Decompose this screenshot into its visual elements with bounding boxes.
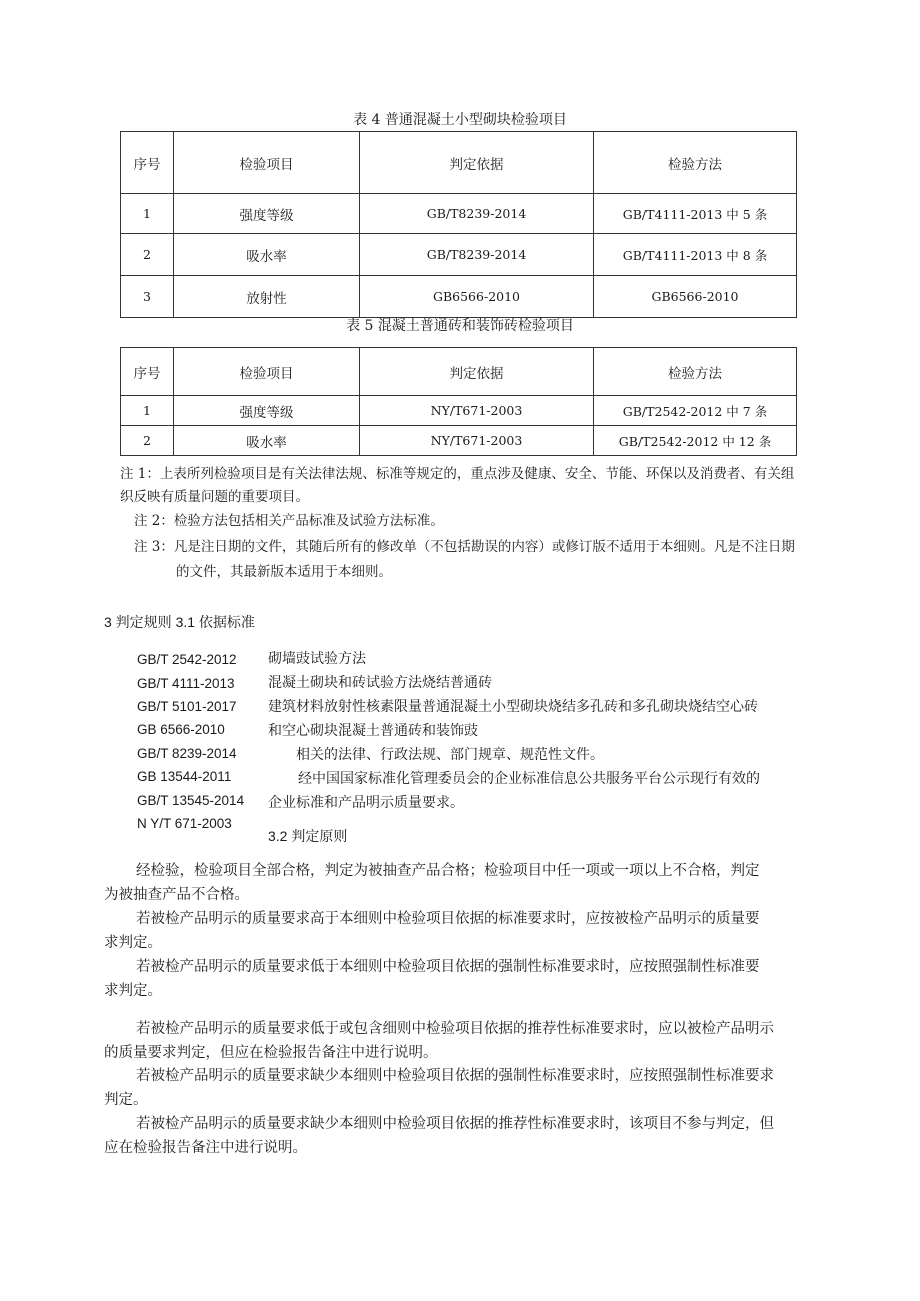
table-row — [121, 426, 797, 456]
table4-caption: 表 4 普通混凝土小型砌块检验项目 — [353, 112, 567, 128]
table-cell: 强度等级 — [174, 194, 360, 234]
standard-title: 砌墙豉试验方法 — [268, 651, 366, 667]
table-cell: GB/T8239-2014 — [360, 234, 594, 276]
standard-code: GB 6566-2010 — [137, 722, 225, 737]
section-heading: 3 判定规则 3.1 依据标准 — [104, 614, 255, 630]
table4 — [120, 131, 797, 318]
standard-code: GB/T 5101-2017 — [137, 699, 237, 714]
paragraph-line: 求判定。 — [104, 935, 162, 951]
standard-code: GB/T 4111-2013 — [137, 676, 235, 691]
note-3-line2: 的文件，其最新版本适用于本细则。 — [176, 564, 392, 580]
table-cell: 放射性 — [174, 276, 360, 318]
paragraph-line: 若被检产品明示的质量要求低于或包含细则中检验项目依据的推荐性标准要求时，应以被检产品明示 — [136, 1021, 774, 1037]
table-cell: 1 — [121, 396, 174, 426]
paragraph-line: 求判定。 — [104, 983, 162, 999]
table-cell: GB/T8239-2014 — [360, 194, 594, 234]
table-cell: 吸水率 — [174, 234, 360, 276]
header-cell: 判定依据 — [360, 348, 594, 396]
table-row — [121, 194, 797, 234]
table-row — [121, 396, 797, 426]
table-cell: 3 — [121, 276, 174, 318]
table-cell: 2 — [121, 426, 174, 456]
table-cell: GB6566-2010 — [360, 276, 594, 318]
table-row — [121, 234, 797, 276]
header-cell: 检验项目 — [174, 348, 360, 396]
header-cell: 判定依据 — [360, 132, 594, 194]
standard-title: 和空心砌块混凝土普通砖和装饰豉 — [268, 723, 478, 739]
note-3-line1: 注 3：凡是注日期的文件，其随后所有的修改单（不包括勘误的内容）或修订版不适用于本细则。凡是不注日期 — [134, 539, 795, 555]
note-1-line1: 注 1：上表所列检验项目是有关法律法规、标准等规定的，重点涉及健康、安全、节能、环保以及消费者、有关组 — [120, 466, 795, 482]
paragraph-line: 若被检产品明示的质量要求缺少本细则中检验项目依据的强制性标准要求时，应按照强制性标准要求 — [136, 1068, 774, 1084]
standard-title: 经中国国家标准化管理委员会的企业标准信息公共服务平台公示现行有效的 — [298, 771, 760, 787]
table5-caption: 表 5 混凝土普通砖和装饰砖检验项目 — [346, 318, 574, 334]
table-header-row — [121, 348, 797, 396]
paragraph-line: 若被检产品明示的质量要求高于本细则中检验项目依据的标准要求时，应按被检产品明示的质量要 — [136, 911, 760, 927]
note-1-line2: 织反映有质量问题的重要项目。 — [120, 489, 309, 505]
standard-code: GB/T 8239-2014 — [137, 746, 237, 761]
standard-code: GB 13544-2011 — [137, 769, 232, 784]
sub-heading: 3.2 判定原则 — [268, 828, 348, 844]
paragraph-line: 判定。 — [104, 1092, 148, 1108]
table-cell: 吸水率 — [174, 426, 360, 456]
table5 — [120, 347, 797, 456]
standard-code: GB/T 13545-2014 — [137, 793, 245, 808]
table-cell: NY/T671-2003 — [360, 426, 594, 456]
table-cell: NY/T671-2003 — [360, 396, 594, 426]
note-2: 注 2：检验方法包括相关产品标准及试验方法标准。 — [134, 513, 444, 529]
table-cell: GB/T2542-2012 中 12 条 — [594, 426, 797, 456]
standard-title: 建筑材料放射性核素限量普通混凝土小型砌块烧结多孔砖和多孔砌块烧结空心砖 — [268, 699, 758, 715]
paragraph-line: 的质量要求判定，但应在检验报告备注中进行说明。 — [104, 1045, 438, 1061]
table-cell: GB6566-2010 — [594, 276, 797, 318]
standard-title: 企业标准和产品明示质量要求。 — [268, 795, 464, 811]
paragraph-line: 应在检验报告备注中进行说明。 — [104, 1140, 307, 1156]
standard-title: 相关的法律、行政法规、部门规章、规范性文件。 — [296, 747, 604, 763]
table-cell: GB/T2542-2012 中 7 条 — [594, 396, 797, 426]
table-cell: GB/T4111-2013 中 8 条 — [594, 234, 797, 276]
header-cell: 检验方法 — [594, 132, 797, 194]
table-row — [121, 276, 797, 318]
header-cell: 序号 — [121, 132, 174, 194]
standard-code: N Y/T 671-2003 — [137, 816, 232, 831]
paragraph-line: 若被检产品明示的质量要求缺少本细则中检验项目依据的推荐性标准要求时，该项目不参与判定，但 — [136, 1116, 774, 1132]
table-cell: 1 — [121, 194, 174, 234]
paragraph-line: 若被检产品明示的质量要求低于本细则中检验项目依据的强制性标准要求时，应按照强制性标准要 — [136, 959, 760, 975]
header-cell: 检验项目 — [174, 132, 360, 194]
header-cell: 序号 — [121, 348, 174, 396]
table-cell: GB/T4111-2013 中 5 条 — [594, 194, 797, 234]
paragraph-line: 经检验，检验项目全部合格，判定为被抽查产品合格；检验项目中任一项或一项以上不合格，判定 — [136, 863, 760, 879]
table-cell: 2 — [121, 234, 174, 276]
paragraph-line: 为被抽查产品不合格。 — [104, 887, 249, 903]
standard-title: 混凝土砌块和砖试验方法烧结普通砖 — [268, 675, 492, 691]
table-header-row — [121, 132, 797, 194]
table-cell: 强度等级 — [174, 396, 360, 426]
header-cell: 检验方法 — [594, 348, 797, 396]
standard-code: GB/T 2542-2012 — [137, 652, 237, 667]
